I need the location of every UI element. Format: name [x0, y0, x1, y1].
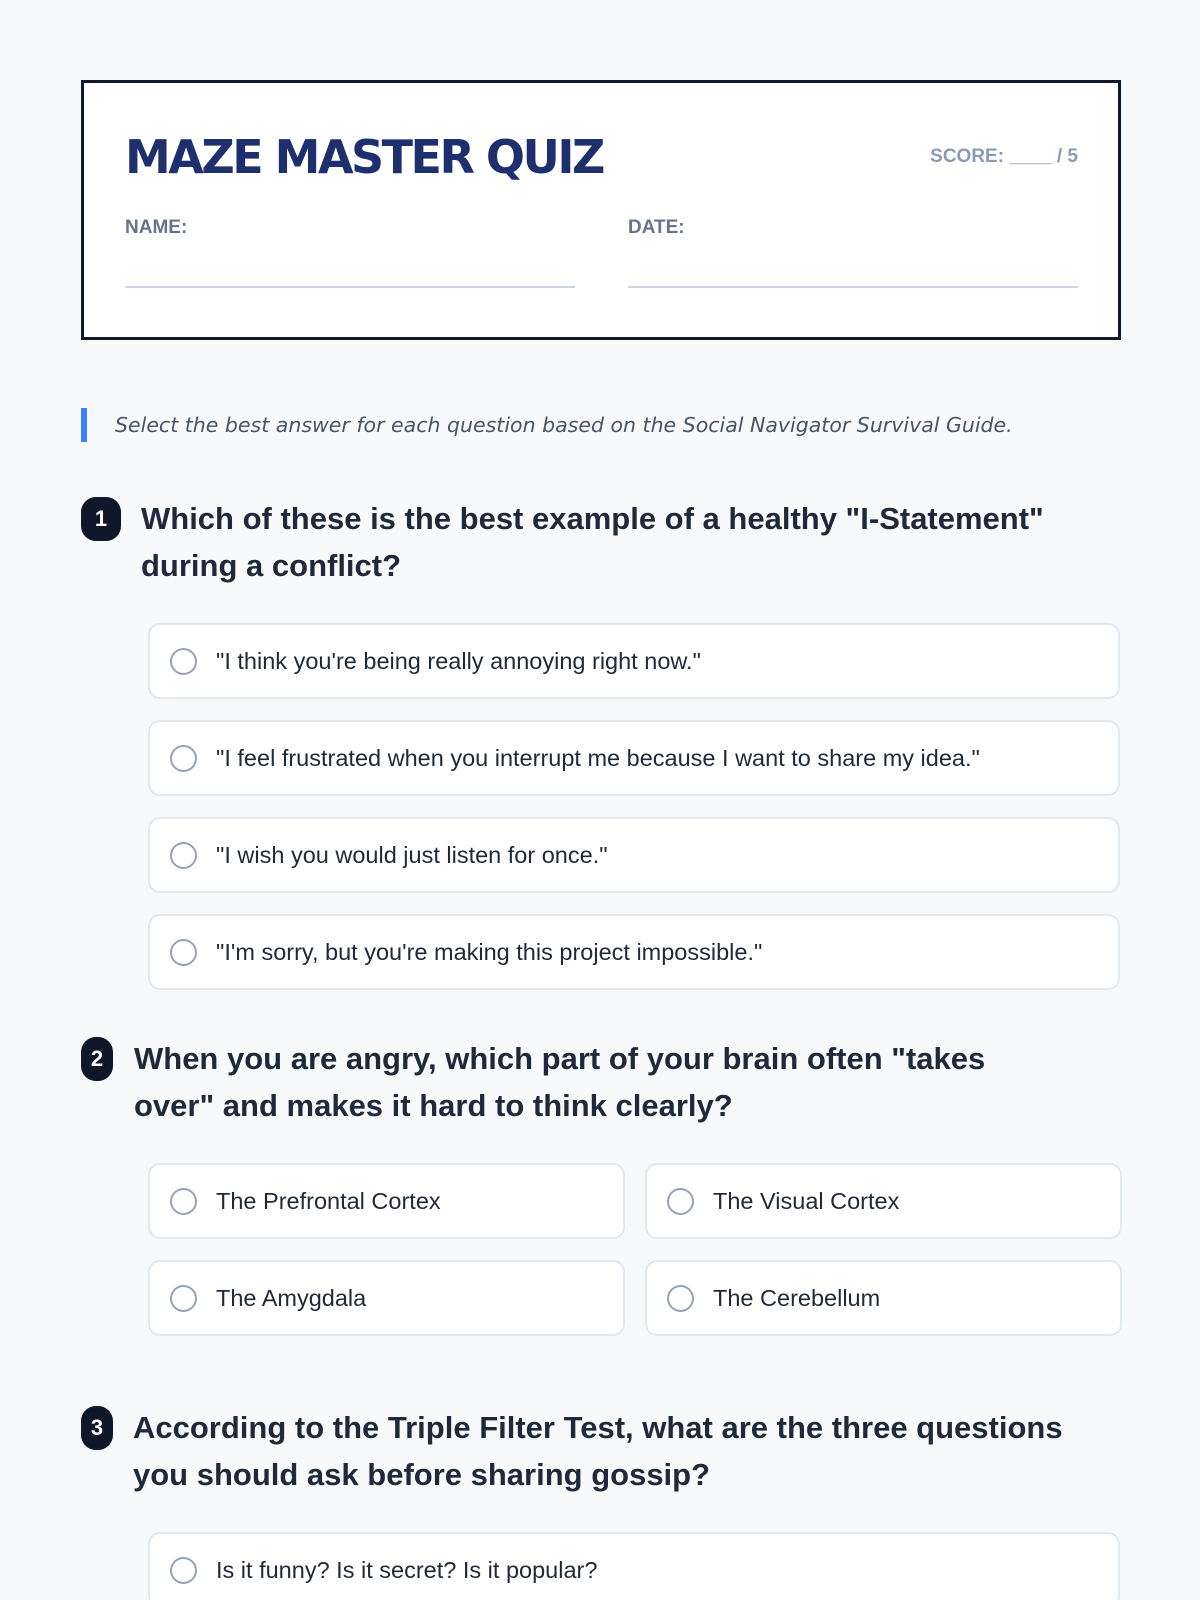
answer-options: [148, 623, 1120, 990]
date-line[interactable]: [628, 286, 1078, 288]
date-label: DATE:: [628, 217, 685, 238]
quiz-title: MAZE MASTER QUIZ: [125, 130, 603, 184]
answer-option-2b[interactable]: [645, 1163, 1122, 1239]
radio-button[interactable]: [170, 939, 197, 966]
radio-button[interactable]: [170, 648, 197, 675]
radio-button[interactable]: [170, 1285, 197, 1312]
option-label: The Visual Cortex: [713, 1187, 900, 1214]
option-label: The Prefrontal Cortex: [216, 1187, 441, 1214]
answer-option-2a[interactable]: [148, 1163, 625, 1239]
score-label: SCORE: ____ / 5: [930, 146, 1078, 167]
radio-button[interactable]: [667, 1188, 694, 1215]
answer-options-grid: [148, 1163, 1120, 1336]
question-number-badge: 2: [81, 1037, 113, 1081]
question-1: [81, 495, 1120, 990]
date-field[interactable]: [628, 217, 1078, 288]
answer-option-2c[interactable]: [148, 1260, 625, 1336]
quiz-header: [81, 80, 1121, 340]
answer-option-3a[interactable]: [148, 1532, 1120, 1600]
answer-option-1c[interactable]: [148, 817, 1120, 893]
option-label: "I feel frustrated when you interrupt me because I want to share my idea.": [216, 744, 980, 771]
answer-option-1a[interactable]: [148, 623, 1120, 699]
answer-option-1d[interactable]: [148, 914, 1120, 990]
radio-button[interactable]: [170, 1557, 197, 1584]
question-header: [81, 1035, 1120, 1129]
option-label: "I wish you would just listen for once.": [216, 841, 608, 868]
name-line[interactable]: [125, 286, 575, 288]
instructions: Select the best answer for each question based on the Social Navigator Survival Guide.: [81, 408, 1120, 442]
option-label: "I think you're being really annoying right now.": [216, 647, 701, 674]
radio-button[interactable]: [170, 842, 197, 869]
name-label: NAME:: [125, 217, 188, 238]
question-number-badge: 3: [81, 1406, 113, 1450]
question-header: [81, 1404, 1120, 1498]
question-text: According to the Triple Filter Test, what are the three questions you should ask before sharing gossip?: [133, 1410, 1063, 1492]
question-text: When you are angry, which part of your brain often "takes over" and makes it hard to think clearly?: [134, 1041, 986, 1123]
question-2: [81, 1035, 1120, 1336]
name-field[interactable]: [125, 217, 575, 288]
option-label: The Cerebellum: [713, 1284, 881, 1311]
answer-option-1b[interactable]: [148, 720, 1120, 796]
question-3: [81, 1404, 1120, 1600]
radio-button[interactable]: [667, 1285, 694, 1312]
radio-button[interactable]: [170, 1188, 197, 1215]
option-label: The Amygdala: [216, 1284, 367, 1311]
option-label: Is it funny? Is it secret? Is it popular?: [216, 1556, 598, 1583]
question-header: [81, 495, 1120, 589]
answer-options: [148, 1532, 1120, 1600]
answer-option-2d[interactable]: [645, 1260, 1122, 1336]
title-row: [125, 127, 1078, 187]
option-label: "I'm sorry, but you're making this project impossible.": [216, 938, 763, 965]
question-text: Which of these is the best example of a healthy "I-Statement" during a conflict?: [141, 501, 1044, 583]
question-number-badge: 1: [81, 497, 121, 541]
radio-button[interactable]: [170, 745, 197, 772]
fields-row: [125, 217, 1078, 288]
